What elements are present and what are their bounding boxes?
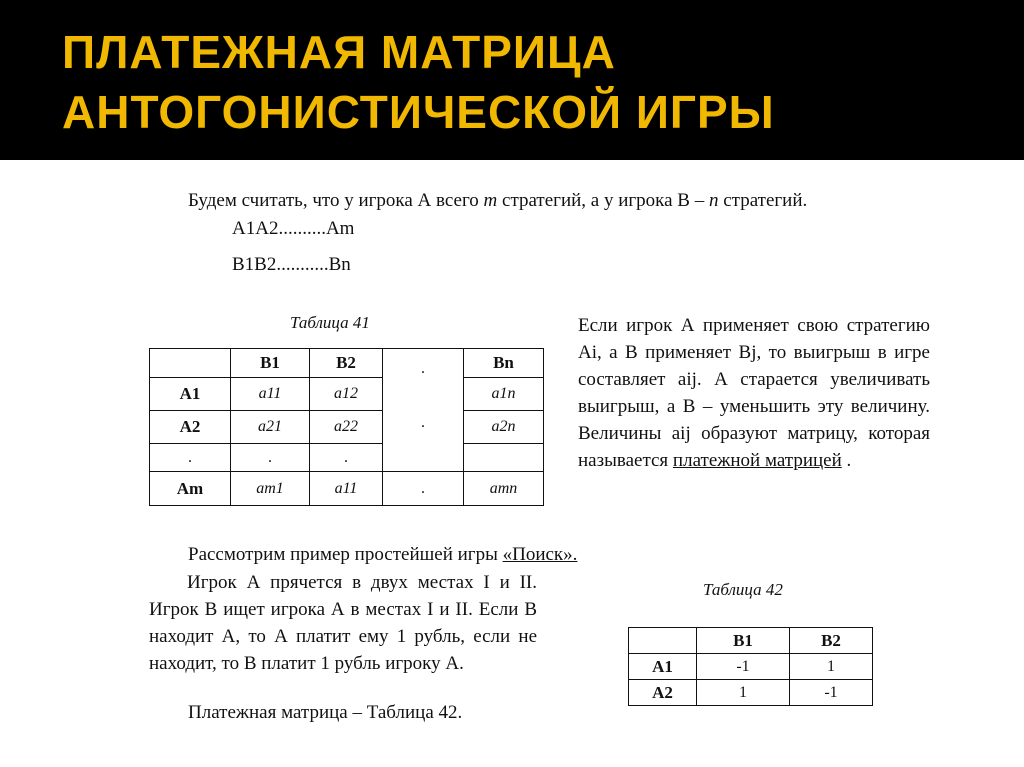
table42-corner — [629, 628, 697, 654]
title-line-2: АНТОГОНИСТИЧЕСКОЙ ИГРЫ — [62, 86, 775, 138]
game-name: «Поиск». — [502, 544, 578, 565]
dot: . — [421, 414, 425, 432]
table41-cell: amn — [464, 472, 544, 506]
slide-content — [0, 160, 1024, 767]
table42-cell: -1 — [790, 680, 873, 706]
table41-cell: a11 — [310, 472, 383, 506]
table41-cell: a2n — [464, 411, 544, 444]
explanation-end: . — [841, 450, 852, 471]
table42-cell: -1 — [697, 654, 790, 680]
intro-text-1: Будем считать, что у игрока А всего — [188, 190, 484, 211]
table41-cell: a22 — [310, 411, 383, 444]
table42-row-a1: A1 — [629, 654, 697, 680]
table41-row-a1: A1 — [150, 378, 231, 411]
table42-cell: 1 — [790, 654, 873, 680]
table41-cell: a12 — [310, 378, 383, 411]
explanation-paragraph — [578, 312, 930, 474]
table42-caption: Таблица 42 — [703, 580, 783, 599]
title-line-1: ПЛАТЕЖНАЯ МАТРИЦА — [62, 26, 616, 78]
table42-cell: 1 — [697, 680, 790, 706]
table42-col-b1: B1 — [697, 628, 790, 654]
explanation-text: Если игрок А применяет свою стратегию Аi, а В применяет Вj, то выигрыш в игре составляет aij. А старается увеличивать выигрыш, а В – уменьшить эту величину. Величины aij образуют матрицу, которая называется — [578, 315, 930, 471]
table41-cell: am1 — [231, 472, 310, 506]
table41-row-am: Am — [150, 472, 231, 506]
table42-row-a2: A2 — [629, 680, 697, 706]
table41-dot-cell: . — [150, 444, 231, 472]
table41-cell: a11 — [231, 378, 310, 411]
table41-corner — [150, 349, 231, 378]
table41-col-b2: B2 — [310, 349, 383, 378]
intro-m: m — [483, 190, 498, 211]
table41-empty-cell — [464, 444, 544, 472]
dot: . — [421, 360, 425, 378]
table41-dot-cell: . — [310, 444, 383, 472]
table41 — [149, 348, 544, 506]
table41-dot-cell: . — [383, 472, 464, 506]
table41-cell: a21 — [231, 411, 310, 444]
example-last-line: Платежная матрица – Таблица 42. — [188, 702, 463, 723]
table42-col-b2: B2 — [790, 628, 873, 654]
table41-dots-col — [383, 349, 464, 444]
intro-text-3: стратегий. — [718, 190, 808, 211]
table41-col-bn: Bn — [464, 349, 544, 378]
example-paragraph: Игрок А прячется в двух местах I и II. Игрок В ищет игрока А в местах I и II. Если В находит А, то А платит ему 1 рубль, если не находит, то В платит 1 рубль игроку А. — [149, 572, 537, 674]
table41-col-b1: B1 — [231, 349, 310, 378]
intro-sentence — [188, 190, 807, 212]
table41-row-a2: A2 — [150, 411, 231, 444]
table41-caption: Таблица 41 — [290, 313, 370, 332]
intro-text-2: стратегий, а у игрока В – — [497, 190, 709, 211]
table41-cell: a1n — [464, 378, 544, 411]
strategies-a: A1A2..........Am — [232, 218, 355, 239]
example-intro-text: Рассмотрим пример простейшей игры — [188, 544, 503, 565]
table42 — [628, 627, 873, 706]
payoff-matrix-term: платежной матрицей — [672, 450, 842, 471]
table41-dot-cell: . — [231, 444, 310, 472]
slide-header — [0, 0, 1024, 160]
strategies-b: B1B2...........Bn — [232, 254, 351, 275]
intro-n: n — [708, 190, 719, 211]
slide-title — [62, 22, 775, 142]
table41-dots-col-end — [383, 444, 464, 472]
example-intro — [188, 544, 577, 566]
